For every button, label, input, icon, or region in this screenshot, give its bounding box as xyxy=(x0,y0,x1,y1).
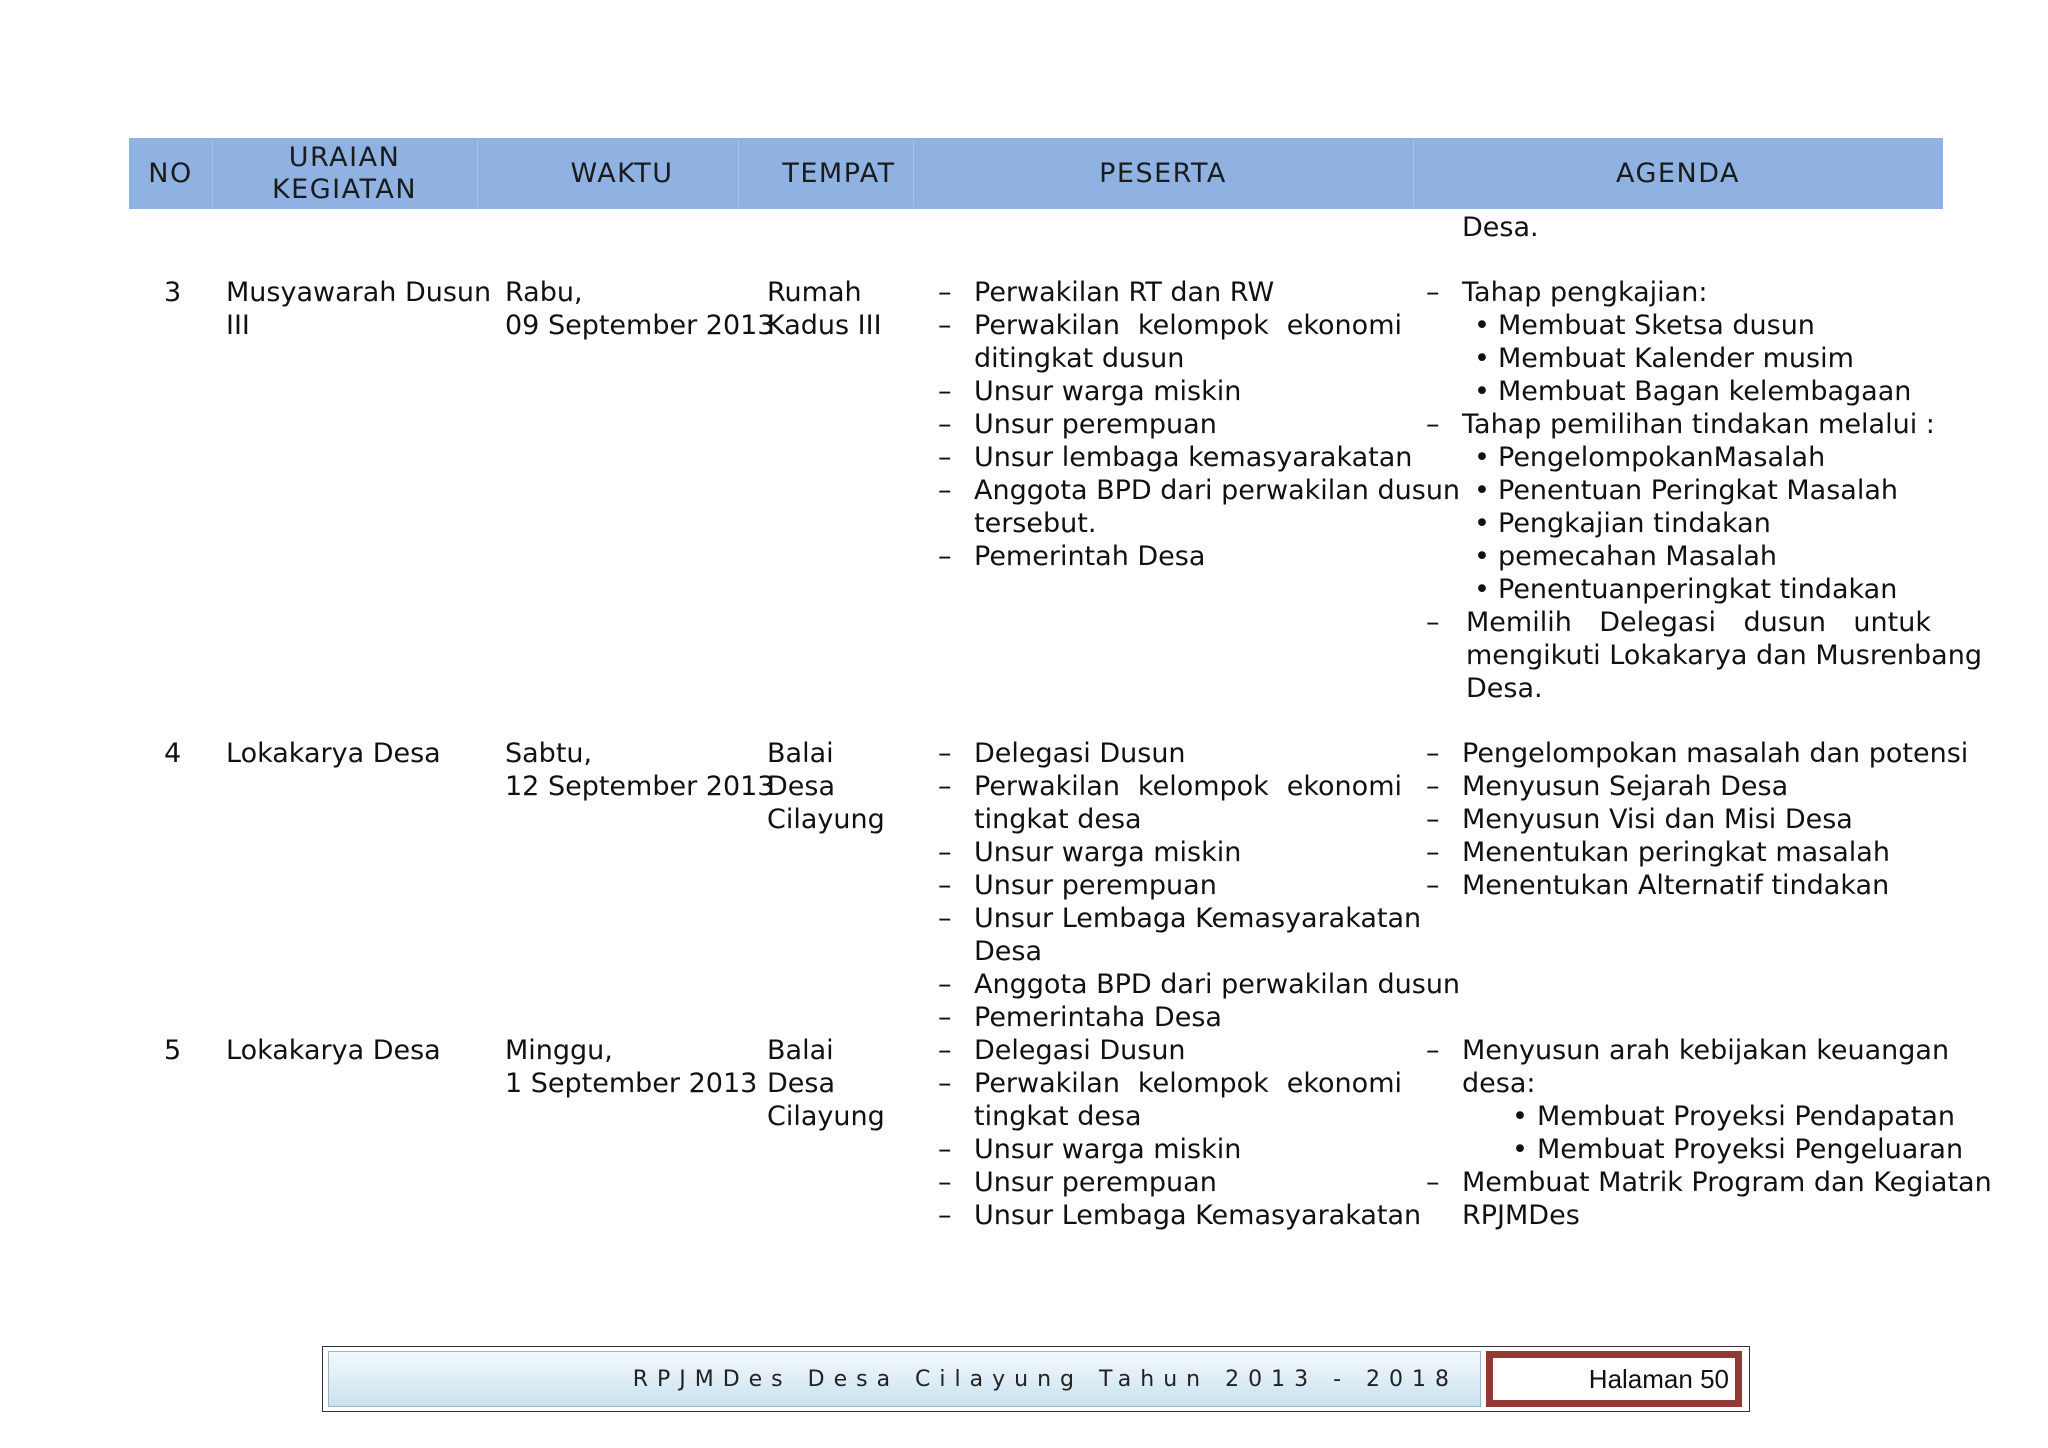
dash-marker: – xyxy=(938,903,952,934)
header-uraian-kegiatan xyxy=(212,138,477,209)
row-waktu: 1 September 2013 xyxy=(505,1068,758,1099)
row-no: 5 xyxy=(164,1035,182,1066)
dash-marker: – xyxy=(938,310,952,341)
agenda-item: Memilih Delegasi dusun untuk xyxy=(1466,607,1931,638)
peserta-item-cont: tingkat desa xyxy=(974,804,1142,835)
bullet-marker: • xyxy=(1474,376,1490,407)
agenda-item-cont: mengikuti Lokakarya dan Musrenbang xyxy=(1466,640,1982,671)
agenda-subitem: PengelompokanMasalah xyxy=(1498,442,1826,473)
bullet-marker: • xyxy=(1474,310,1490,341)
dash-marker: – xyxy=(938,442,952,473)
header-waktu: WAKTU xyxy=(570,157,674,189)
dash-marker: – xyxy=(1426,804,1440,835)
footer-title: RPJMDes Desa Cilayung Tahun 2013 - 2018 xyxy=(632,1366,1458,1392)
agenda-item-cont: RPJMDes xyxy=(1462,1200,1580,1231)
dash-marker: – xyxy=(1426,771,1440,802)
dash-marker: – xyxy=(1426,738,1440,769)
agenda-item: Menentukan Alternatif tindakan xyxy=(1462,870,1890,901)
header-uraian-line: KEGIATAN xyxy=(271,173,418,205)
bullet-marker: • xyxy=(1474,574,1490,605)
header-uraian-line: URAIAN xyxy=(288,141,401,173)
agenda-subitem: Membuat Sketsa dusun xyxy=(1498,310,1815,341)
dash-marker: – xyxy=(938,409,952,440)
agenda-item: Membuat Matrik Program dan Kegiatan xyxy=(1462,1167,1992,1198)
dash-marker: – xyxy=(1426,1167,1440,1198)
peserta-item: Unsur perempuan xyxy=(974,1167,1217,1198)
row-waktu: Rabu, xyxy=(505,277,583,308)
peserta-item: Pemerintah Desa xyxy=(974,541,1206,572)
dash-marker: – xyxy=(938,771,952,802)
agenda-item: Menentukan peringkat masalah xyxy=(1462,837,1890,868)
peserta-item: Unsur lembaga kemasyarakatan xyxy=(974,442,1413,473)
dash-marker: – xyxy=(938,475,952,506)
peserta-item-cont: ditingkat dusun xyxy=(974,343,1185,374)
peserta-item: Anggota BPD dari perwakilan dusun xyxy=(974,475,1461,506)
row-tempat: Balai xyxy=(767,1035,834,1066)
agenda-item-cont: desa: xyxy=(1462,1068,1536,1099)
row-tempat: Rumah xyxy=(767,277,862,308)
peserta-item-cont: tingkat desa xyxy=(974,1101,1142,1132)
dash-marker: – xyxy=(938,837,952,868)
dash-marker: – xyxy=(1426,607,1440,638)
header-tempat: TEMPAT xyxy=(782,157,896,189)
bullet-marker: • xyxy=(1512,1134,1528,1165)
dash-marker: – xyxy=(1426,870,1440,901)
peserta-item: Unsur Lembaga Kemasyarakatan xyxy=(974,1200,1422,1231)
peserta-item: Unsur warga miskin xyxy=(974,837,1242,868)
row-tempat: Kadus III xyxy=(767,310,882,341)
bullet-marker: • xyxy=(1474,508,1490,539)
agenda-subitem: Membuat Kalender musim xyxy=(1498,343,1854,374)
dash-marker: – xyxy=(1426,837,1440,868)
peserta-item: Pemerintaha Desa xyxy=(974,1002,1222,1033)
peserta-item: Anggota BPD dari perwakilan dusun xyxy=(974,969,1461,1000)
agenda-subitem: pemecahan Masalah xyxy=(1498,541,1778,572)
agenda-subitem: Membuat Bagan kelembagaan xyxy=(1498,376,1912,407)
row-tempat: Balai xyxy=(767,738,834,769)
page-number: Halaman 50 xyxy=(1486,1351,1742,1407)
dash-marker: – xyxy=(938,1068,952,1099)
agenda-carryover-text: Desa. xyxy=(1462,212,1539,243)
agenda-subitem: Pengkajian tindakan xyxy=(1498,508,1771,539)
peserta-item: Unsur warga miskin xyxy=(974,1134,1242,1165)
agenda-subitem: Penentuanperingkat tindakan xyxy=(1498,574,1898,605)
dash-marker: – xyxy=(938,541,952,572)
dash-marker: – xyxy=(1426,1035,1440,1066)
peserta-item-cont: tersebut. xyxy=(974,508,1097,539)
row-uraian: Lokakarya Desa xyxy=(226,738,441,769)
peserta-item: Unsur warga miskin xyxy=(974,376,1242,407)
row-tempat: Cilayung xyxy=(767,1101,885,1132)
peserta-item: Unsur Lembaga Kemasyarakatan xyxy=(974,903,1422,934)
peserta-item: Perwakilan kelompok ekonomi xyxy=(974,310,1402,341)
peserta-item: Unsur perempuan xyxy=(974,870,1217,901)
dash-marker: – xyxy=(938,870,952,901)
agenda-item: Tahap pengkajian: xyxy=(1462,277,1708,308)
row-uraian: Lokakarya Desa xyxy=(226,1035,441,1066)
bullet-marker: • xyxy=(1474,343,1490,374)
agenda-item: Tahap pemilihan tindakan melalui : xyxy=(1462,409,1935,440)
row-waktu: 12 September 2013 xyxy=(505,771,775,802)
agenda-item: Menyusun arah kebijakan keuangan xyxy=(1462,1035,1950,1066)
peserta-item: Perwakilan RT dan RW xyxy=(974,277,1275,308)
agenda-subitem: Membuat Proyeksi Pengeluaran xyxy=(1537,1134,1964,1165)
header-no: NO xyxy=(148,157,193,189)
dash-marker: – xyxy=(1426,409,1440,440)
agenda-subitem: Membuat Proyeksi Pendapatan xyxy=(1537,1101,1956,1132)
agenda-subitem: Penentuan Peringkat Masalah xyxy=(1498,475,1898,506)
agenda-item: Menyusun Visi dan Misi Desa xyxy=(1462,804,1853,835)
dash-marker: – xyxy=(938,376,952,407)
peserta-item: Perwakilan kelompok ekonomi xyxy=(974,771,1402,802)
dash-marker: – xyxy=(938,1134,952,1165)
dash-marker: – xyxy=(1426,277,1440,308)
dash-marker: – xyxy=(938,738,952,769)
dash-marker: – xyxy=(938,1002,952,1033)
bullet-marker: • xyxy=(1474,475,1490,506)
peserta-item: Delegasi Dusun xyxy=(974,1035,1186,1066)
row-no: 4 xyxy=(164,738,182,769)
row-tempat: Desa xyxy=(767,771,836,802)
dash-marker: – xyxy=(938,1035,952,1066)
row-waktu: 09 September 2013 xyxy=(505,310,775,341)
peserta-item: Perwakilan kelompok ekonomi xyxy=(974,1068,1402,1099)
header-peserta: PESERTA xyxy=(1099,157,1227,189)
peserta-item: Delegasi Dusun xyxy=(974,738,1186,769)
row-waktu: Sabtu, xyxy=(505,738,593,769)
bullet-marker: • xyxy=(1474,541,1490,572)
dash-marker: – xyxy=(938,1167,952,1198)
bullet-marker: • xyxy=(1512,1101,1528,1132)
agenda-item: Pengelompokan masalah dan potensi xyxy=(1462,738,1969,769)
row-waktu: Minggu, xyxy=(505,1035,613,1066)
bullet-marker: • xyxy=(1474,442,1490,473)
row-no: 3 xyxy=(164,277,182,308)
agenda-item-cont: Desa. xyxy=(1466,673,1543,704)
row-uraian: Musyawarah Dusun xyxy=(226,277,492,308)
agenda-item: Menyusun Sejarah Desa xyxy=(1462,771,1789,802)
peserta-item: Unsur perempuan xyxy=(974,409,1217,440)
dash-marker: – xyxy=(938,1200,952,1231)
row-tempat: Cilayung xyxy=(767,804,885,835)
row-tempat: Desa xyxy=(767,1068,836,1099)
header-agenda: AGENDA xyxy=(1616,157,1740,189)
peserta-item-cont: Desa xyxy=(974,936,1043,967)
dash-marker: – xyxy=(938,277,952,308)
dash-marker: – xyxy=(938,969,952,1000)
row-uraian: III xyxy=(226,310,250,341)
